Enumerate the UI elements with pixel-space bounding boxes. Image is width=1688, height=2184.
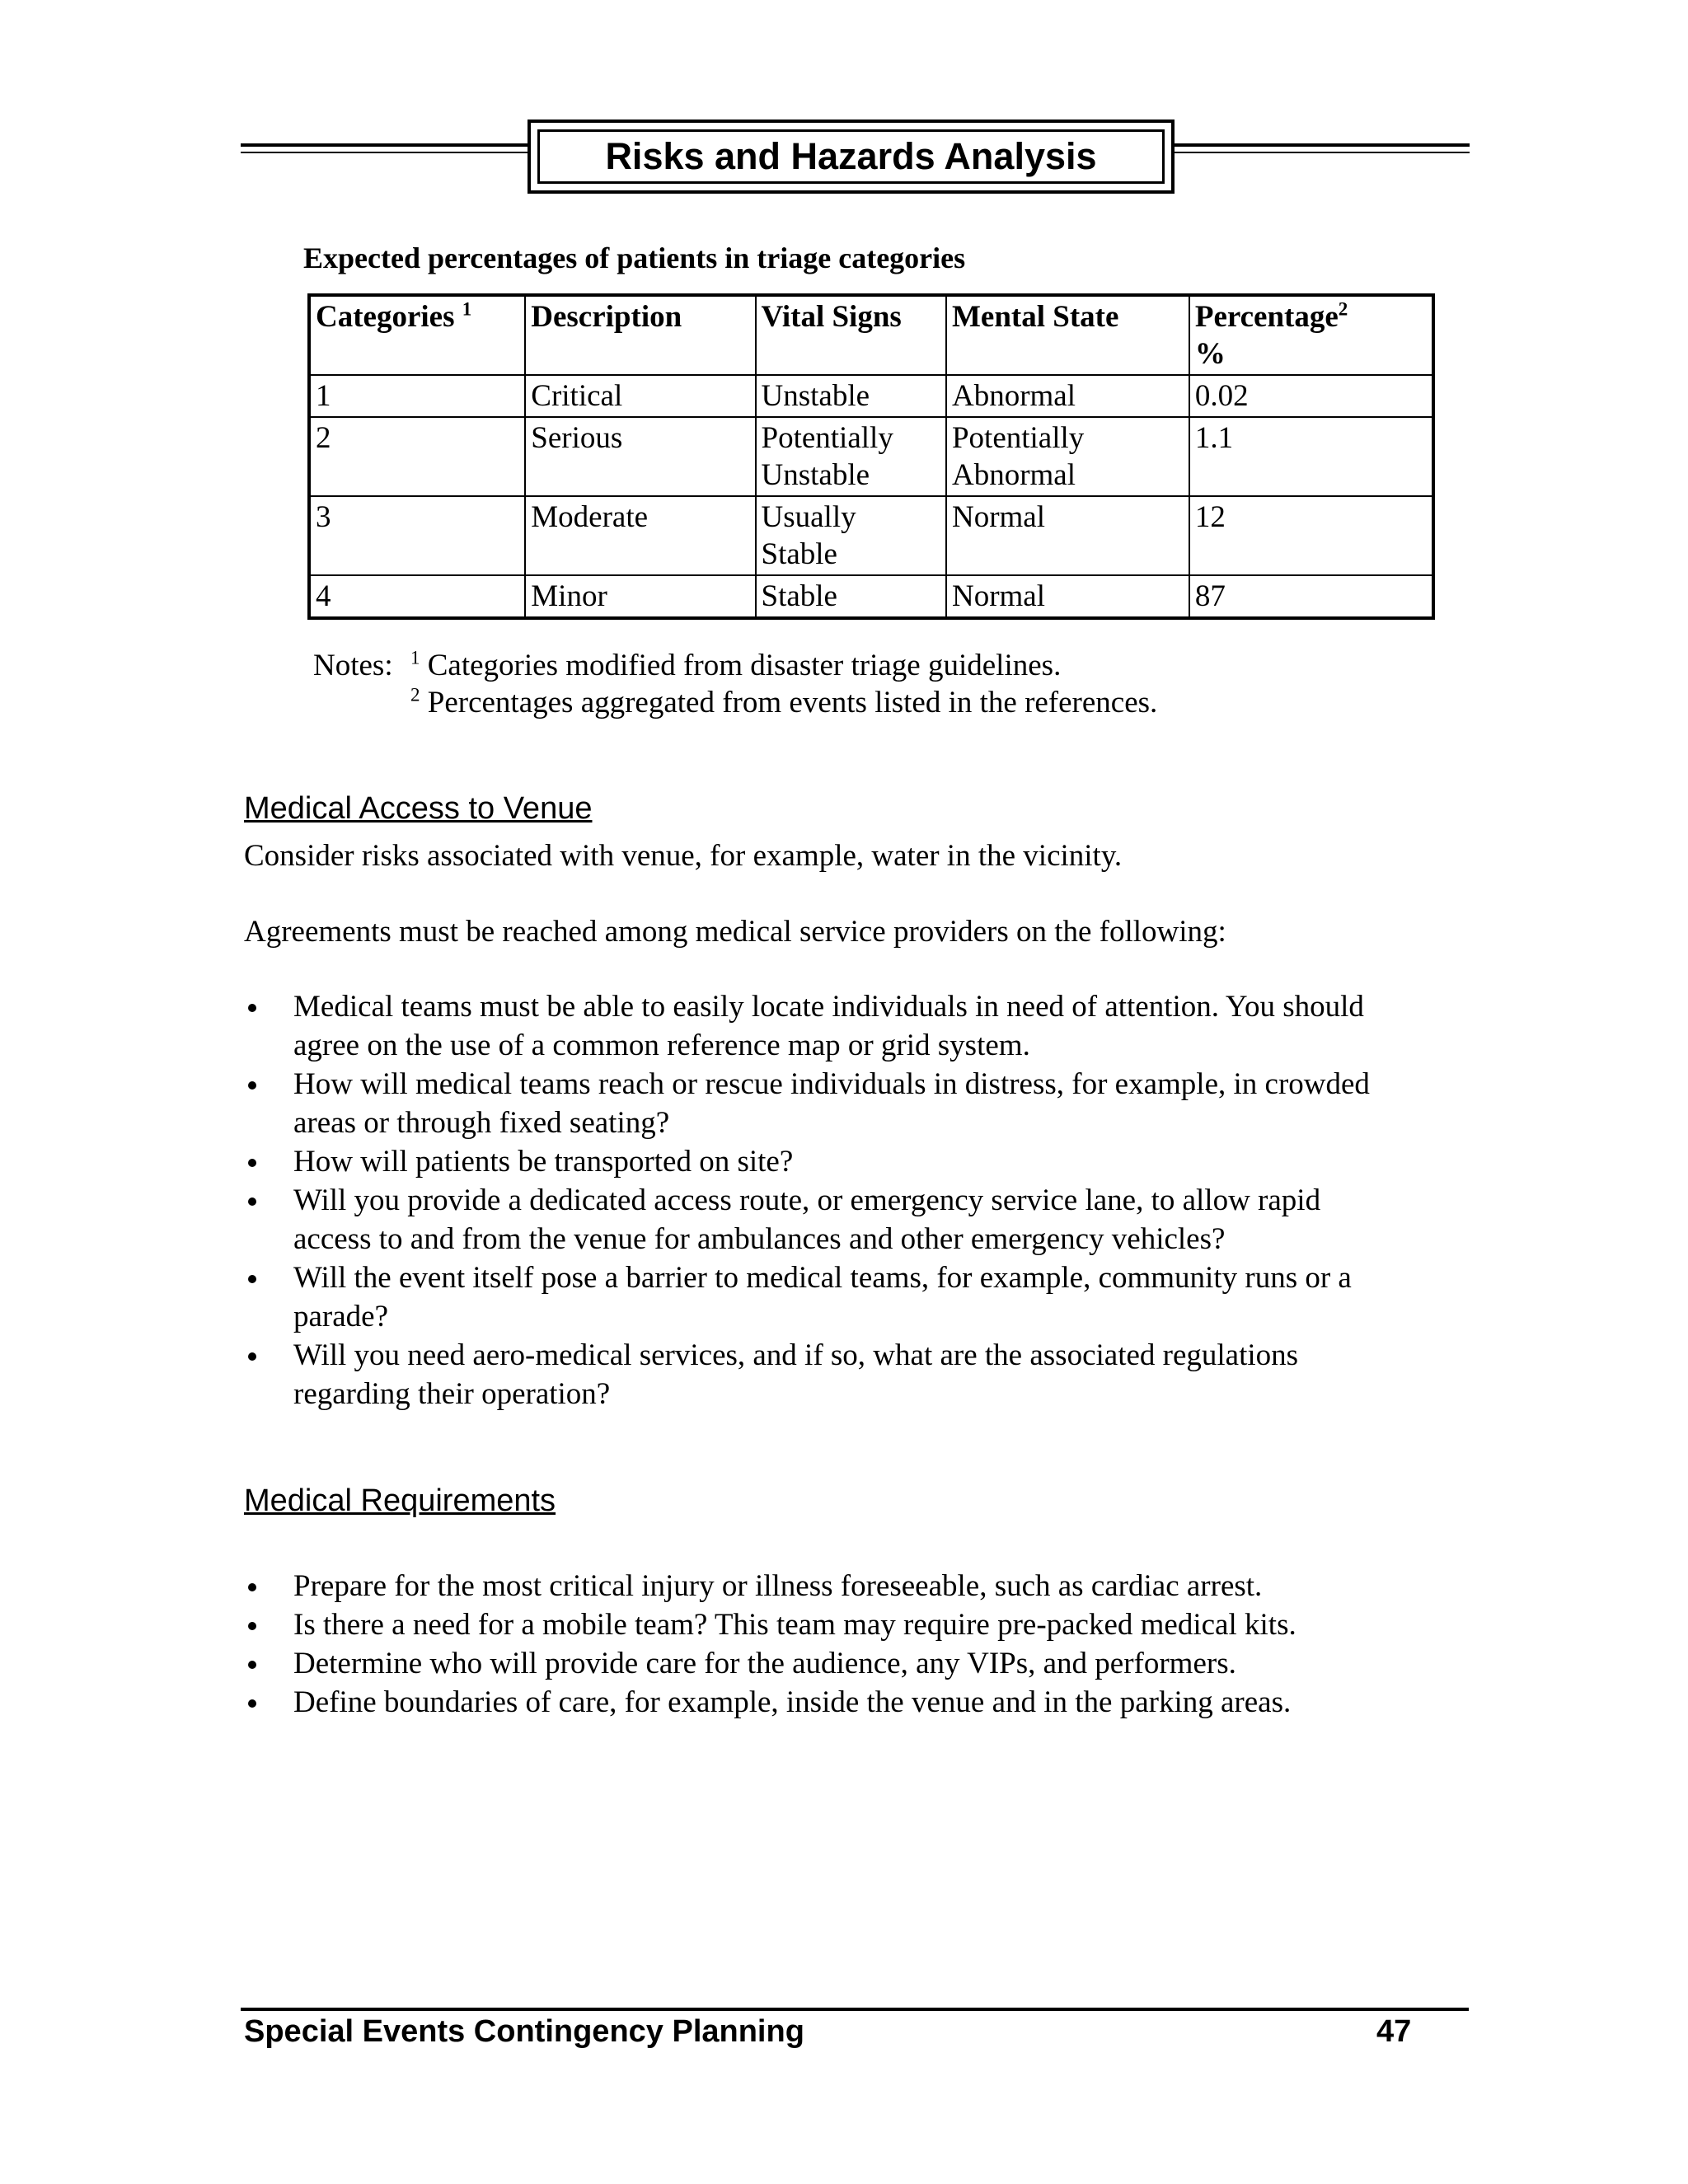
cell-description: Minor bbox=[525, 575, 755, 618]
cell-vital-signs: Usually Stable bbox=[756, 496, 946, 575]
cell-percentage: 87 bbox=[1189, 575, 1433, 618]
section-heading-requirements: Medical Requirements bbox=[244, 1483, 556, 1518]
list-item: Prepare for the most critical injury or illness foreseeable, such as cardiac arrest. bbox=[244, 1567, 1464, 1605]
list-item: How will patients be transported on site? bbox=[244, 1142, 1464, 1181]
cell-category: 1 bbox=[309, 375, 525, 417]
cell-category: 3 bbox=[309, 496, 525, 575]
cell-vital-signs: Potentially Unstable bbox=[756, 417, 946, 496]
cell-mental-state: Potentially Abnormal bbox=[946, 417, 1189, 496]
list-item: Determine who will provide care for the audience, any VIPs, and performers. bbox=[244, 1644, 1464, 1683]
footnote-marker: 2 bbox=[1338, 298, 1348, 320]
cell-percentage: 1.1 bbox=[1189, 417, 1433, 496]
footer-rule bbox=[241, 2008, 1469, 2011]
footnote-marker: 1 bbox=[462, 298, 472, 320]
column-header-description: Description bbox=[525, 295, 755, 375]
table-caption: Expected percentages of patients in triage categories bbox=[303, 241, 966, 274]
section-heading-access: Medical Access to Venue bbox=[244, 791, 593, 826]
triage-table bbox=[307, 293, 1435, 620]
column-header-mental-state: Mental State bbox=[946, 295, 1189, 375]
table-header-row bbox=[309, 295, 1433, 375]
access-intro-paragraph: Consider risks associated with venue, for example, water in the vicinity. bbox=[244, 839, 1123, 873]
table-row bbox=[309, 575, 1433, 618]
table-row bbox=[309, 375, 1433, 417]
bullet-icon bbox=[248, 1081, 256, 1090]
cell-vital-signs: Stable bbox=[756, 575, 946, 618]
list-item: How will medical teams reach or rescue individuals in distress, for example, in crowded areas or through fixed seating? bbox=[244, 1065, 1464, 1142]
list-item: Medical teams must be able to easily locate individuals in need of attention. You should agree on the use of a common reference map or grid system. bbox=[244, 987, 1464, 1065]
bullet-icon bbox=[248, 1197, 256, 1206]
bullet-icon bbox=[248, 1583, 256, 1591]
header-title-box bbox=[528, 120, 1175, 194]
cell-description: Critical bbox=[525, 375, 755, 417]
table-notes bbox=[313, 647, 1157, 721]
bullet-icon bbox=[248, 1004, 256, 1012]
cell-mental-state: Abnormal bbox=[946, 375, 1189, 417]
cell-vital-signs: Unstable bbox=[756, 375, 946, 417]
cell-category: 2 bbox=[309, 417, 525, 496]
notes-label: Notes: bbox=[313, 649, 393, 682]
list-item: Will you need aero-medical services, and if so, what are the associated regulations regarding their operation? bbox=[244, 1336, 1464, 1413]
access-bullet-list bbox=[244, 987, 1464, 1413]
table-row bbox=[309, 417, 1433, 496]
bullet-icon bbox=[248, 1622, 256, 1630]
cell-category: 4 bbox=[309, 575, 525, 618]
bullet-icon bbox=[248, 1699, 256, 1708]
access-agreements-paragraph: Agreements must be reached among medical service providers on the following: bbox=[244, 915, 1226, 949]
list-item: Will you provide a dedicated access route, or emergency service lane, to allow rapid access to and from the venue for ambulances and other emergency vehicles? bbox=[244, 1181, 1464, 1258]
list-item: Is there a need for a mobile team? This team may require pre-packed medical kits. bbox=[244, 1605, 1464, 1644]
cell-percentage: 12 bbox=[1189, 496, 1433, 575]
cell-mental-state: Normal bbox=[946, 575, 1189, 618]
column-header-categories: Categories $^1$ bbox=[309, 295, 525, 375]
page-title: Risks and Hazards Analysis bbox=[537, 129, 1165, 184]
bullet-icon bbox=[248, 1159, 256, 1167]
requirements-bullet-list bbox=[244, 1567, 1464, 1722]
note-item: $^2$ Percentages aggregated from events listed in the references. bbox=[410, 684, 1158, 719]
table-row bbox=[309, 496, 1433, 575]
list-item: Define boundaries of care, for example, inside the venue and in the parking areas. bbox=[244, 1683, 1464, 1722]
cell-mental-state: Normal bbox=[946, 496, 1189, 575]
note-item: $^1$ Categories modified from disaster triage guidelines. bbox=[410, 647, 1062, 682]
bullet-icon bbox=[248, 1275, 256, 1283]
bullet-icon bbox=[248, 1661, 256, 1669]
cell-description: Moderate bbox=[525, 496, 755, 575]
header-rule-left-thin bbox=[241, 152, 529, 153]
header-rule-right-thin bbox=[1173, 152, 1470, 153]
column-header-percentage: Percentage$^2$ % bbox=[1189, 295, 1433, 375]
cell-description: Serious bbox=[525, 417, 755, 496]
column-header-vital-signs: Vital Signs bbox=[756, 295, 946, 375]
header-rule-left bbox=[241, 143, 529, 147]
footer-document-title: Special Events Contingency Planning bbox=[244, 2014, 804, 2049]
page-number: 47 bbox=[1376, 2014, 1412, 2049]
list-item: Will the event itself pose a barrier to medical teams, for example, community runs or a parade? bbox=[244, 1258, 1464, 1336]
cell-percentage: 0.02 bbox=[1189, 375, 1433, 417]
bullet-icon bbox=[248, 1352, 256, 1361]
header-rule-right bbox=[1173, 143, 1470, 147]
